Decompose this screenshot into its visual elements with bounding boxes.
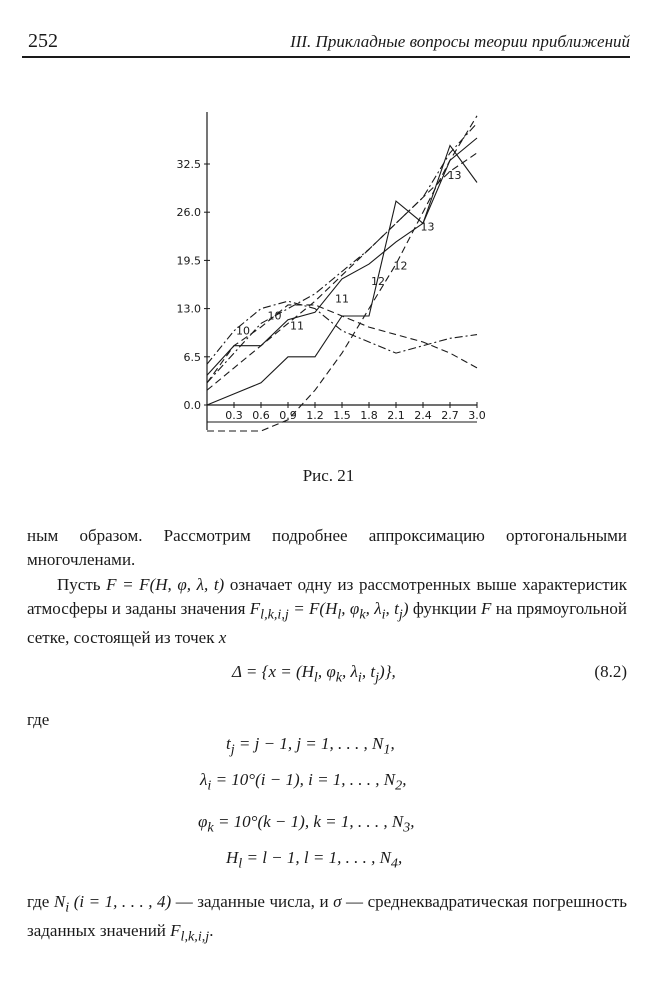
x-tick-label-1.2: 1.2 [306, 409, 324, 422]
p3-formula-N: $N_i$ (i = 1, . . . , 4) [53, 892, 172, 916]
p3-period: . [209, 921, 214, 941]
figure-caption: Рис. 21 [302, 466, 355, 485]
y-tick-label-19.5: 19.5 [176, 254, 201, 268]
chart-ticks [177, 158, 486, 422]
p3-text-a: где [27, 892, 50, 911]
where-word: где [27, 710, 50, 729]
series-label-3: 11 [290, 319, 304, 333]
p2-formula-F: F = F(H, φ, λ, t) [106, 575, 225, 594]
equation-phi: $\varphi_k = 10^\circ(k - 1)$, k = 1, . . . , $N_3$, [198, 812, 415, 836]
series-label-8: 13 [447, 168, 462, 182]
x-tick-label-0.6: 0.6 [252, 409, 270, 422]
p2-text-d: на прямоугольной сетке, состоящей из точек [27, 599, 627, 648]
p2-formula-F2: F [480, 599, 492, 618]
p2-text-b: означает одну из рассмотренных выше характеристик атмосферы и заданы значения [27, 575, 628, 618]
series-line-7 [207, 123, 477, 383]
equation-lambda: $\lambda_i = 10^\circ(i - 1)$, i = 1, . . . , $N_2$, [200, 770, 407, 794]
equation-8-2: $\Delta = \{x = (H_l$, $\varphi_k$, $\lambda_i$, $t_j$)}, [232, 662, 396, 686]
y-tick-label-6.5: 6.5 [183, 350, 201, 364]
page-header [22, 26, 630, 56]
p3-text-c: — среднеквадратическая погрешность заданных значений [27, 892, 628, 941]
header-rule [22, 56, 630, 58]
series-label-5: 12 [371, 274, 385, 288]
y-tick-label-13.0: 13.0 [176, 302, 201, 316]
y-tick-label-32.5: 32.5 [176, 158, 201, 171]
series-line-4 [207, 305, 477, 383]
page-number: 252 [28, 30, 58, 52]
x-tick-label-1.5: 1.5 [333, 409, 351, 422]
x-tick-label-0.9: 0.9 [279, 409, 297, 422]
series-label-4: 11 [335, 292, 349, 306]
equation-number: (8.2) [594, 662, 627, 681]
figure-21-chart [160, 100, 500, 440]
x-tick-label-0.3: 0.3 [225, 409, 243, 422]
series-label-2: 10 [267, 309, 282, 323]
x-tick-label-3.0: 3.0 [468, 409, 486, 422]
equation-t: $t_j = j - 1$, j = 1, . . . , $N_1$, [226, 734, 395, 758]
p2-text-c: функции [412, 599, 477, 618]
paragraph-2 [27, 573, 627, 650]
x-tick-label-2.7: 2.7 [441, 409, 459, 422]
paragraph-3 [27, 890, 627, 949]
p3-formula-F: $F_{l,k,i,j}$ [170, 921, 210, 945]
series-line-1 [207, 146, 477, 376]
paragraph-1: ным образом. Рассмотрим подробнее аппроксимацию ортогональными многочленами. [27, 526, 627, 569]
chart-series-labels [236, 169, 462, 338]
series-label-6: 12 [393, 259, 408, 273]
chart-series [207, 116, 477, 431]
p2-formula-values: $F_{l,k,i,j} = F(H_l$, $\varphi_k$, $\lambda_i$, $t_j$) [249, 599, 409, 623]
p3-text-b: — заданные числа, и [175, 892, 329, 911]
y-tick-label-0.0: 0.0 [183, 399, 201, 412]
series-label-1: 10 [236, 324, 250, 338]
x-tick-label-1.8: 1.8 [360, 409, 378, 422]
series-label-7: 13 [420, 220, 435, 234]
p3-formula-sigma: σ [333, 892, 342, 911]
y-tick-label-26.0: 26.0 [176, 206, 201, 220]
running-head: III. Прикладные вопросы теории приближений [290, 32, 630, 51]
p2-formula-x: x [218, 628, 227, 648]
series-line-5 [207, 116, 477, 431]
p2-text-a: Пусть [57, 575, 101, 594]
x-tick-label-2.1: 2.1 [387, 409, 405, 422]
equation-H: $H_l = l - 1$, l = 1, . . . , $N_4$, [226, 848, 403, 872]
x-tick-label-2.4: 2.4 [414, 409, 432, 422]
